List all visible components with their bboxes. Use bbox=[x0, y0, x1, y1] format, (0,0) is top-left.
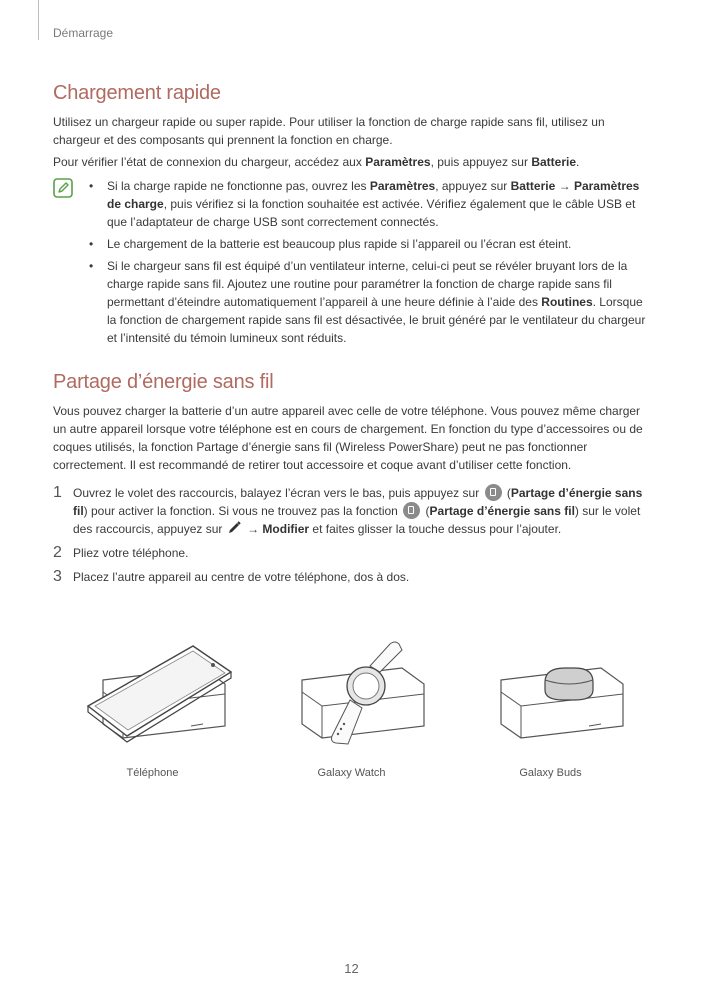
note-box bbox=[53, 177, 650, 351]
section-title-fast-charging: Chargement rapide bbox=[53, 82, 221, 104]
illustrations-row bbox=[53, 638, 650, 788]
step-1 bbox=[53, 484, 650, 538]
powershare-icon bbox=[485, 484, 502, 501]
paragraph-check-connection: Pour vérifier l’état de connexion du chargeur, accédez aux Paramètres, puis appuyez sur Batterie. bbox=[53, 155, 580, 169]
buds-on-phone-illustration bbox=[461, 638, 641, 758]
section-fast-charging bbox=[53, 82, 650, 351]
section-wireless-powershare bbox=[53, 371, 650, 586]
figure-galaxy-buds bbox=[451, 638, 650, 788]
paragraph-fast-charger: Utilisez un chargeur rapide ou super rapide. Pour utiliser la fonction de charge rapide sans fil, utilisez un chargeur et des composants qui prennent la fonction en charge. bbox=[53, 115, 605, 147]
step-text: Ouvrez le volet des raccourcis, balayez l’écran vers le bas, puis appuyez sur (Partage d’énergie sans fil) pour activer la fonction. Si vous ne trouvez pas la fonction (Partage d’énergie sans fil) sur le volet des raccourcis, appuyez sur → Modifier et faites glisser la touche dessus pour l’ajouter. bbox=[73, 486, 643, 536]
step-text: Placez l’autre appareil au centre de votre téléphone, dos à dos. bbox=[73, 570, 410, 584]
figure-caption: Galaxy Buds bbox=[519, 767, 582, 779]
figure-caption: Téléphone bbox=[126, 767, 179, 779]
figure-galaxy-watch bbox=[252, 638, 451, 788]
step-number: 2 bbox=[53, 544, 62, 561]
header-divider-line bbox=[38, 0, 39, 40]
step-2 bbox=[53, 544, 650, 562]
section-title-wireless-powershare: Partage d’énergie sans fil bbox=[53, 371, 274, 393]
figure-phone bbox=[53, 638, 252, 788]
figure-caption: Galaxy Watch bbox=[317, 767, 386, 779]
step-number: 3 bbox=[53, 568, 62, 585]
paragraph-powershare-intro: Vous pouvez charger la batterie d’un autre appareil avec celle de votre téléphone. Vous pouvez même charger un autre appareil lorsque votre téléphone est en cours de chargement. En fonction du type d’accessoires ou de coques utilisés, la fonction Partage d’énergie sans fil (Wireless PowerShare) peut ne pas fonctionner correctement. Il est recommandé de retirer tout accessoire et coque avant d’utiliser cette fonction. bbox=[53, 404, 643, 472]
note-item-screen-off: • Le chargement de la batterie est beaucoup plus rapide si l’appareil ou l’écran est éteint. bbox=[86, 235, 650, 253]
running-header: Démarrage bbox=[53, 26, 114, 40]
page-content bbox=[53, 82, 650, 592]
powershare-icon bbox=[403, 502, 420, 519]
page-number: 12 bbox=[344, 961, 359, 976]
step-text: Pliez votre téléphone. bbox=[73, 546, 189, 560]
phone-on-phone-illustration bbox=[63, 638, 243, 758]
step-number: 1 bbox=[53, 484, 62, 501]
edit-pencil-icon bbox=[226, 521, 244, 535]
note-list bbox=[86, 177, 650, 351]
watch-on-phone-illustration bbox=[262, 638, 442, 758]
step-3 bbox=[53, 568, 650, 586]
note-pencil-icon bbox=[53, 178, 73, 198]
note-item-fan-noise: • Si le chargeur sans fil est équipé d’un ventilateur interne, celui-ci peut se révéler bruyant lors de la charge rapide sans fil. Ajoutez une routine pour paramétrer la fonction de charge rapide sans fil permettant d’éteindre automatiquement l’appareil à une heure définie à l’aide des Routines. Lorsque la fonction de chargement rapide sans fil est désactivée, le bruit généré par le ventilateur du chargeur et l’intensité du témoin lumineux sont réduits. bbox=[86, 257, 650, 347]
note-item-fast-charge-fail: • Si la charge rapide ne fonctionne pas, ouvrez les Paramètres, appuyez sur Batterie → Paramètres de charge, puis vérifiez si la fonction souhaitée est activée. Vérifiez également que le câble USB et que l’adaptateur de charge USB sont correctement connectés. bbox=[86, 177, 650, 231]
steps-list bbox=[53, 484, 650, 586]
